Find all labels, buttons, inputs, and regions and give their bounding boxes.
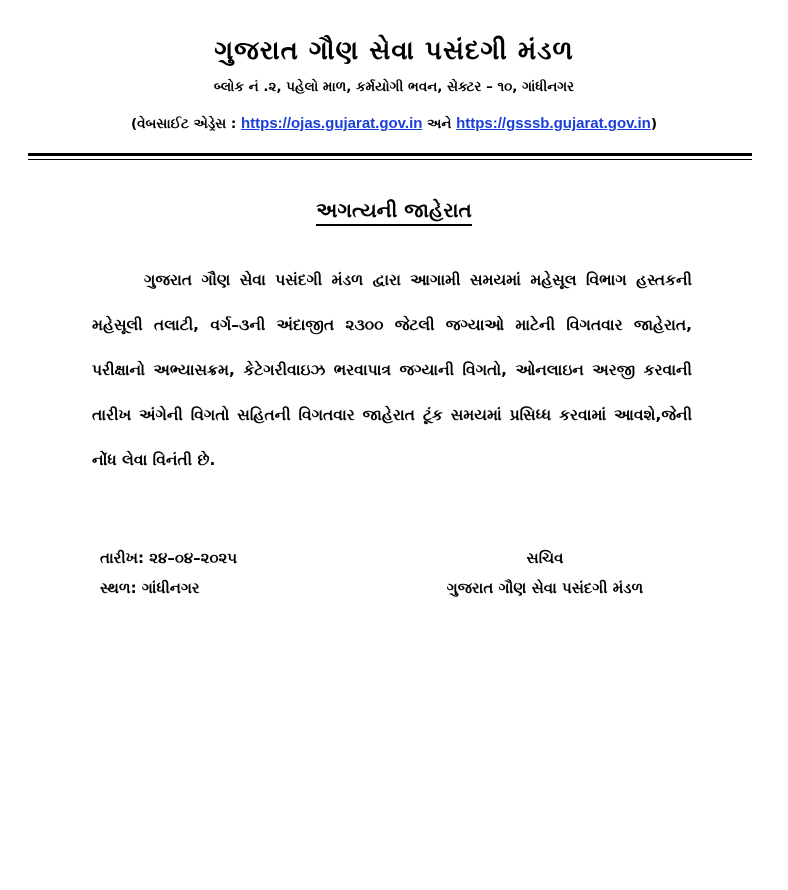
notice-date: તારીખ: ૨૪–૦૪–૨૦૨૫ [100, 549, 238, 567]
notice-heading [0, 198, 788, 222]
gsssb-website-link[interactable]: https://gsssb.gujarat.gov.in [456, 115, 651, 132]
signatory-title: સચિવ [526, 549, 564, 567]
website-prefix: (વેબસાઈટ એડ્રેસ : [130, 116, 241, 132]
website-address-line [0, 115, 788, 132]
notice-place: સ્થળ: ગાંધીનગર [100, 579, 200, 597]
notice-heading-text: અગત્યની જાહેરાત [316, 198, 471, 226]
notice-body: ગુજરાત ગૌણ સેવા પસંદગી મંડળ દ્વારા આગામી સમયમાં મહેસૂલ વિભાગ હસ્તકની મહેસૂલી તલાટી, વર્ગ–૩ની અંદાજીત ૨૩૦૦ જેટલી જગ્યાઓ માટેની વિગતવાર જાહેરાત, પરીક્ષાનો અભ્યાસક્રમ, કેટેગરીવાઇઝ ભરવાપાત્ર જગ્યાની વિગતો, ઓનલાઇન અરજી કરવાની તારીખ અંગેની વિગતો સહિતની વિગતવાર જાહેરાત ટૂંક સમયમાં પ્રસિધ્ધ કરવામાં આવશે,જેની નોંધ લેવા વિનંતી છે. [92, 271, 692, 469]
organization-title: ગુજરાત ગૌણ સેવા પસંદગી મંડળ [214, 36, 574, 66]
website-suffix: ) [650, 116, 658, 132]
website-connector: અને [422, 116, 457, 132]
ojas-website-link[interactable]: https://ojas.gujarat.gov.in [241, 115, 423, 132]
organization-address: બ્લોક નં .૨, પહેલો માળ, કર્મયોગી ભવન, સેક્ટર – ૧૦, ગાંધીનગર [213, 79, 575, 95]
header-divider-thin [28, 159, 752, 160]
header-divider-thick [28, 153, 752, 156]
signatory-organization: ગુજરાત ગૌણ સેવા પસંદગી મંડળ [446, 579, 644, 597]
